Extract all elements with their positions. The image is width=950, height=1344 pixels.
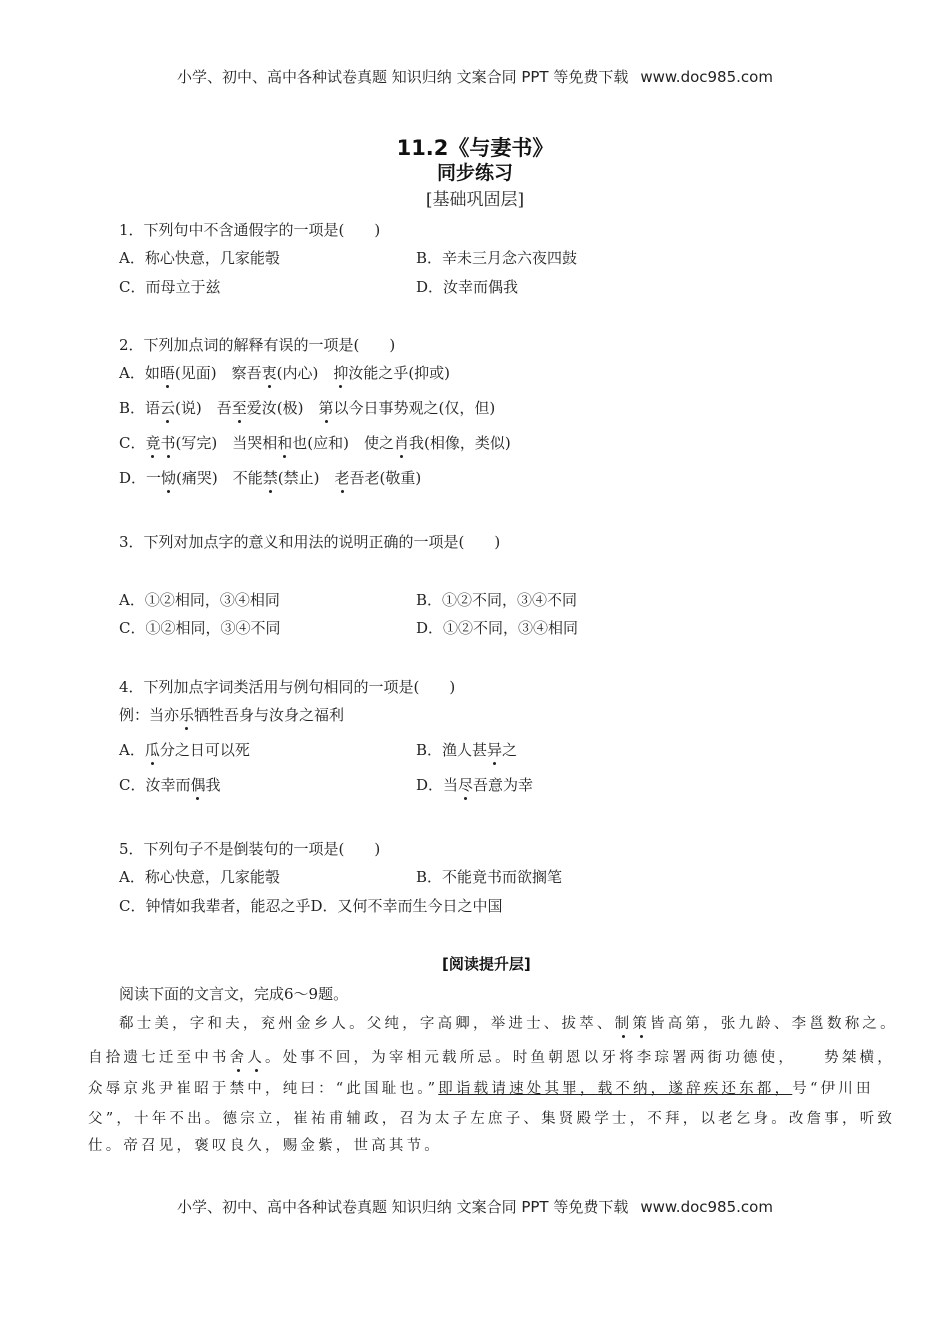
section-heading-reading: [阅读提升层]: [442, 955, 531, 973]
question-1-option-a: A．称心快意，几家能彀: [119, 249, 280, 267]
section-heading-basic: [基础巩固层]: [425, 190, 525, 210]
question-4-option-c: C．汝幸而偶我: [119, 776, 221, 794]
passage-line-4: 父”，十年不出。德宗立，崔祐甫辅政，召为太子左庶子、集贤殿学士，不拜，以老乞身。改詹事，听致: [88, 1111, 896, 1127]
question-4-option-d: D．当尽吾意为幸: [416, 776, 534, 794]
passage-line-5: 仕。帝召见，褒叹良久，赐金紫，世高其节。: [88, 1138, 442, 1154]
question-2-option-b: B．语云(说) 吾至爱汝(极) 第以今日事势观之(仅，但): [119, 399, 496, 417]
header-banner: [0, 66, 950, 87]
passage-line-2: 自拾遗七迁至中书舍人。处事不回，为宰相元载所忌。时鱼朝恩以牙将李琮署两街功德使， 势桀横，: [88, 1046, 863, 1067]
question-2-option-a: A．如晤(见面) 察吾衷(内心) 抑汝能之乎(抑或): [119, 364, 451, 382]
banner-url[interactable]: www.doc985.com: [640, 1198, 773, 1216]
question-2-stem: 2．下列加点词的解释有误的一项是( ): [119, 336, 396, 354]
passage-line-3: 众辱京兆尹崔昭于禁中，纯曰：“此国耻也。”即诣载请速处其罪，载不纳，遂辞疾还东都，号“伊川田: [88, 1081, 874, 1097]
question-3-option-d: D．①②不同，③④相同: [416, 619, 579, 637]
question-3-stem: 3．下列对加点字的意义和用法的说明正确的一项是( ): [119, 533, 501, 551]
question-1-option-c: C．而母立于兹: [119, 278, 221, 296]
question-1-option-b: B．辛未三月念六夜四鼓: [416, 249, 578, 267]
reading-instruction: 阅读下面的文言文，完成6～9题。: [119, 985, 349, 1003]
question-4-example: 例：当亦乐牺牲吾身与汝身之福利: [119, 706, 345, 724]
banner-text: 小学、初中、高中各种试卷真题 知识归纳 文案合同 PPT 等免费下载: [177, 68, 629, 86]
question-5-stem: 5．下列句子不是倒装句的一项是( ): [119, 840, 381, 858]
question-5-option-a: A．称心快意，几家能彀: [119, 868, 280, 886]
question-5-option-b: B．不能竟书而欲搁笔: [416, 868, 563, 886]
question-4-option-a: A．瓜分之日可以死: [119, 741, 250, 759]
passage-line-1: 郗士美，字和夫，兖州金乡人。父纯，字高卿，举进士、拔萃、制策皆高第，张九龄、李邕数称之。: [119, 1012, 894, 1033]
question-2-option-c: C．竟书(写完) 当哭相和也(应和) 使之肖我(相像，类似): [119, 434, 511, 452]
footer-banner: [0, 1196, 950, 1217]
banner-url[interactable]: www.doc985.com: [640, 68, 773, 86]
question-2-option-d: D．一恸(痛哭) 不能禁(禁止) 老吾老(敬重): [119, 469, 422, 487]
question-4-stem: 4．下列加点字词类活用与例句相同的一项是( ): [119, 678, 456, 696]
question-3-option-a: A．①②相同，③④相同: [119, 591, 280, 609]
document-subtitle: 同步练习: [436, 162, 513, 184]
question-1-stem: 1．下列句中不含通假字的一项是( ): [119, 221, 381, 239]
document-title: 11.2《与妻书》: [396, 136, 554, 160]
question-4-option-b: B．渔人甚异之: [416, 741, 518, 759]
question-1-option-d: D．汝幸而偶我: [416, 278, 519, 296]
question-5-option-cd: C．钟情如我辈者，能忍之乎D．又何不幸而生今日之中国: [119, 897, 503, 915]
underlined-sentence: 即诣载请速处其罪，载不纳，遂辞疾还东都，: [438, 1081, 793, 1097]
banner-text: 小学、初中、高中各种试卷真题 知识归纳 文案合同 PPT 等免费下载: [177, 1198, 629, 1216]
question-3-option-c: C．①②相同，③④不同: [119, 619, 281, 637]
question-3-option-b: B．①②不同，③④不同: [416, 591, 578, 609]
